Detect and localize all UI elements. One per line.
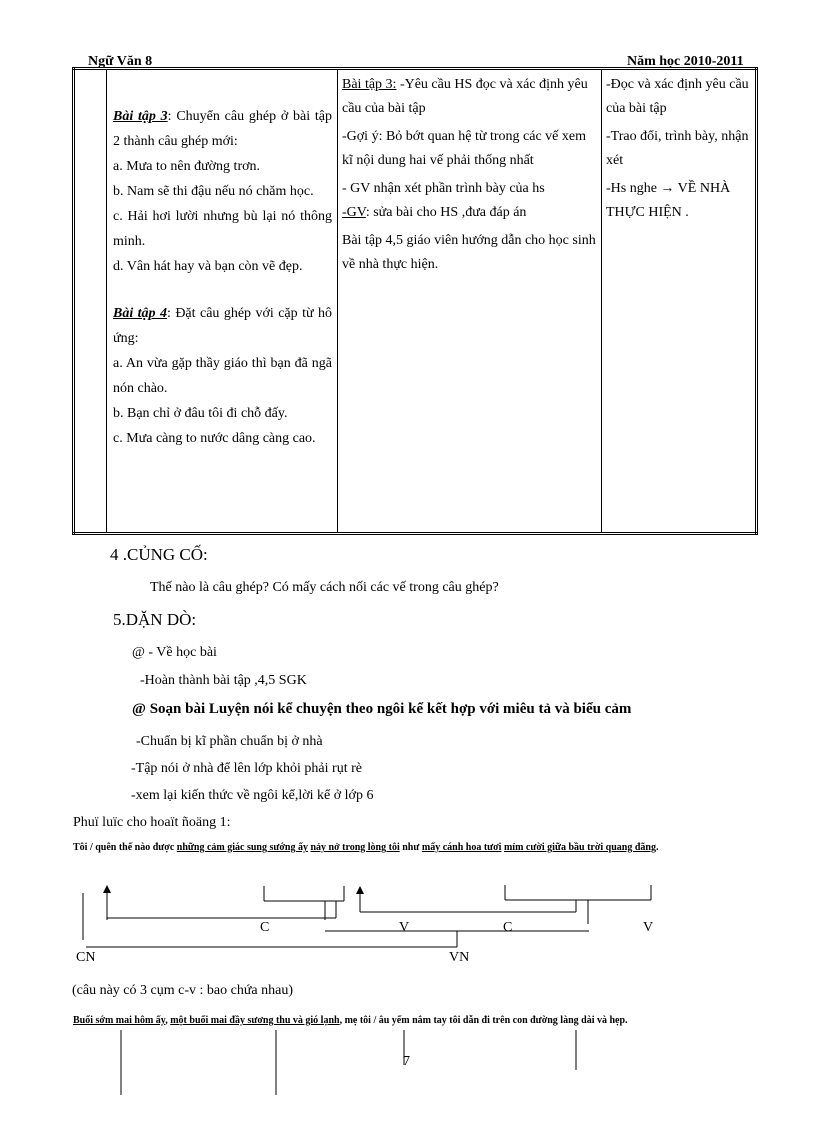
exercise3-item-a: a. Mưa to nên đường trơn. [113,159,261,174]
exercise3-item-d: d. Vân hát hay và bạn còn vẽ đẹp. [113,259,303,274]
example-sentence-2: Buổi sớm mai hôm ấy, một buổi mai đầy sương thu và gió lạnh, mẹ tôi / âu yếm nắm tay tôi dẫn đi trên con đường làng dài và hẹp. [73,1015,628,1026]
label-cn: CN [76,950,96,965]
appendix-title: Phuï luïc cho hoaït ñoäng 1: [73,815,231,830]
exercise3-title: Bài tập 3 [113,109,168,124]
diagram-note: (câu này có 3 cụm c-v : bao chứa nhau) [72,983,293,998]
teacher-hint: -Gợi ý: Bỏ bớt quan hệ từ trong các vế xem kĩ nội dung hai vế phải thống nhất [342,129,587,168]
exercise4-title: Bài tập 4 [113,306,167,321]
label-v2: V [643,920,654,935]
cungco-question: Thế nào là câu ghép? Có mấy cách nối các vế trong câu ghép? [150,580,499,595]
label-c1: C [260,920,270,935]
dando-line4: -Chuẩn bị kĩ phần chuẩn bị ở nhà [136,734,323,749]
example-sentence-1: Tôi / quên thế nào được những cảm giác sung sướng ấy nảy nở trong lòng tôi như mấy cánh hoa tươi mỉm cười giữa bầu trời quang đãng. [73,842,659,853]
dando-line2: -Hoàn thành bài tập ,4,5 SGK [140,673,307,688]
header-subject: Ngữ Văn 8 [88,54,153,69]
exercise4-item-a: a. An vừa gặp thầy giáo thì bạn đã ngã nón chào. [113,356,332,396]
exercise3-item-b: b. Nam sẽ thi đậu nếu nó chăm học. [113,184,314,199]
dando-line5: -Tập nói ở nhà để lên lớp khỏi phải rụt rè [131,761,362,776]
cungco-heading: 4 .CỦNG CỐ: [110,545,208,564]
dando-line3: @ Soạn bài Luyện nói kể chuyện theo ngôi kể kết hợp với miêu tả và biểu cảm [132,701,632,717]
dando-line6: -xem lại kiến thức về ngôi kể,lời kể ở lớp 6 [131,788,374,803]
teacher-homework: Bài tập 4,5 giáo viên hướng dẫn cho học sinh về nhà thực hiện. [342,233,596,272]
dando-heading: 5.DẶN DÒ: [113,610,197,629]
exercise4-text: : Đặt câu ghép với cặp từ hô ứng: [113,306,332,346]
student-read: -Đọc và xác định yêu cầu của bài tập [606,77,749,116]
teacher-p4-text: : sửa bài cho HS ,đưa đáp án [365,205,527,220]
student-discuss: -Trao đổi, trình bày, nhận xét [606,129,749,168]
exercise3-text: : Chuyển câu ghép ở bài tập 2 thành câu ghép mới: [113,109,332,149]
teacher-p1-label: Bài tập 3: [342,77,397,92]
exercise3-item-c: c. Hải hơi lười nhưng bù lại nó thông minh. [113,209,332,249]
exercise4-item-b: b. Bạn chỉ ở đâu tôi đi chỗ đấy. [113,406,288,421]
dando-line1: @ - Về học bài [132,645,217,660]
teacher-p1-text: -Yêu cầu HS đọc và xác định yêu cầu của bài tập [342,77,588,116]
exercise4-item-c: c. Mưa càng to nước dâng càng cao. [113,431,316,446]
teacher-feedback: - GV nhận xét phần trình bày của hs [342,181,545,196]
student-homework: -Hs nghe → VỀ NHÀ THỰC HIỆN . [606,181,731,220]
label-v1: V [399,920,410,935]
header-year: Năm học 2010-2011 [627,54,744,69]
label-c2: C [503,920,513,935]
page-number: 7 [403,1054,410,1069]
label-vn: VN [449,950,470,965]
teacher-p4-label: -GV [342,205,366,220]
